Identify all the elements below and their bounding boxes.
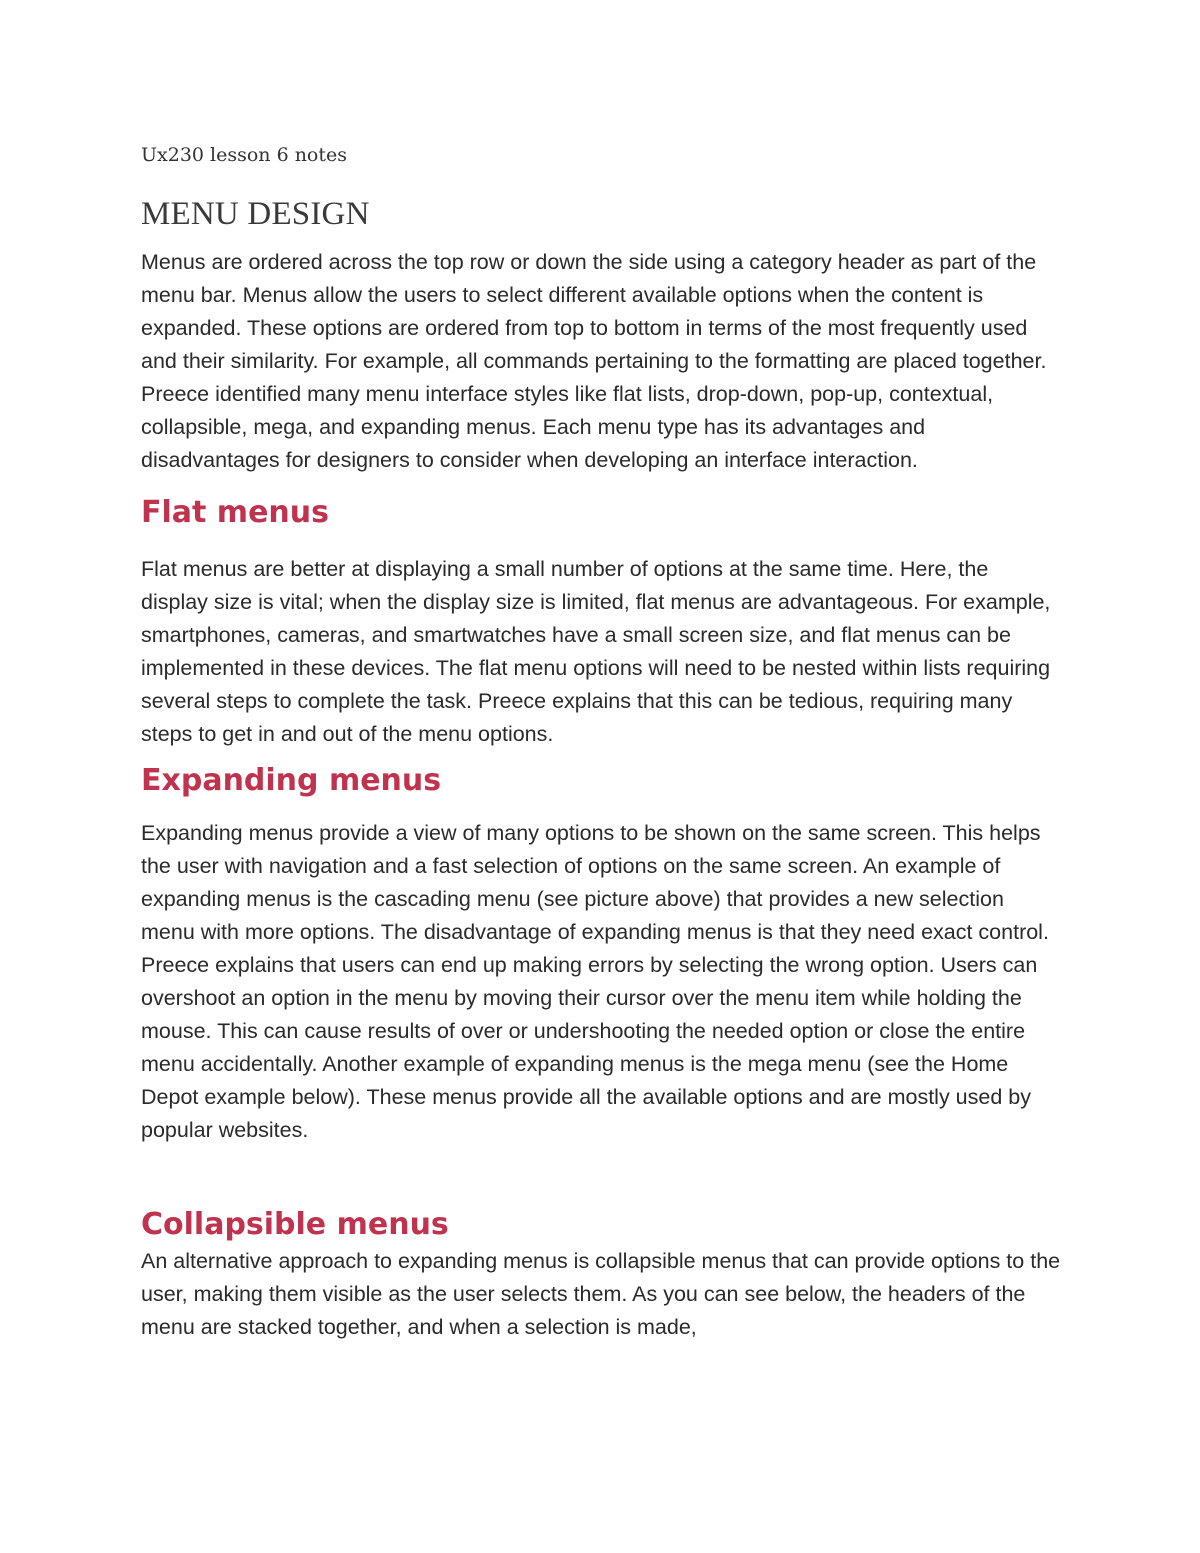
document-content <box>141 138 1061 1344</box>
section-body-expanding-menus: Expanding menus provide a view of many options to be shown on the same screen. This helps the user with navigation and a fast selection of options on the same screen. An example of expanding menus is the cascading menu (see picture above) that provides a new selection menu with more options. The disadvantage of expanding menus is that they need exact control. Preece explains that users can end up making errors by selecting the wrong option. Users can overshoot an option in the menu by moving their cursor over the menu item while holding the mouse. This can cause results of over or undershooting the needed option or close the entire menu accidentally. Another example of expanding menus is the mega menu (see the Home Depot example below). These menus provide all the available options and are mostly used by popular websites. <box>141 821 1049 1142</box>
section-heading-collapsible-menus: Collapsible menus <box>141 1207 449 1242</box>
section-heading-expanding-menus: Expanding menus <box>141 763 442 798</box>
intro-paragraph: Menus are ordered across the top row or down the side using a category header as part of the menu bar. Menus allow the users to select different available options when the content is expanded. These options are ordered from top to bottom in terms of the most frequently used and their similarity. For example, all commands pertaining to the formatting are placed together. Preece identified many menu interface styles like flat lists, drop-down, pop-up, contextual, collapsible, mega, and expanding menus. Each menu type has its advantages and disadvantages for designers to consider when developing an interface interaction. <box>141 250 1047 472</box>
document-title: MENU DESIGN <box>141 196 370 232</box>
section-body-collapsible-menus: An alternative approach to expanding menus is collapsible menus that can provide options to the user, making them visible as the user selects them. As you can see below, the headers of the menu are stacked together, and when a selection is made, <box>141 1249 1061 1339</box>
section-body-flat-menus: Flat menus are better at displaying a small number of options at the same time. Here, the display size is vital; when the display size is limited, flat menus are advantageous. For example, smartphones, cameras, and smartwatches have a small screen size, and flat menus can be implemented in these devices. The flat menu options will need to be nested within lists requiring several steps to complete the task. Preece explains that this can be tedious, requiring many steps to get in and out of the menu options. <box>141 557 1051 746</box>
document-subtitle: Ux230 lesson 6 notes <box>141 144 348 166</box>
section-heading-flat-menus: Flat menus <box>141 495 329 530</box>
